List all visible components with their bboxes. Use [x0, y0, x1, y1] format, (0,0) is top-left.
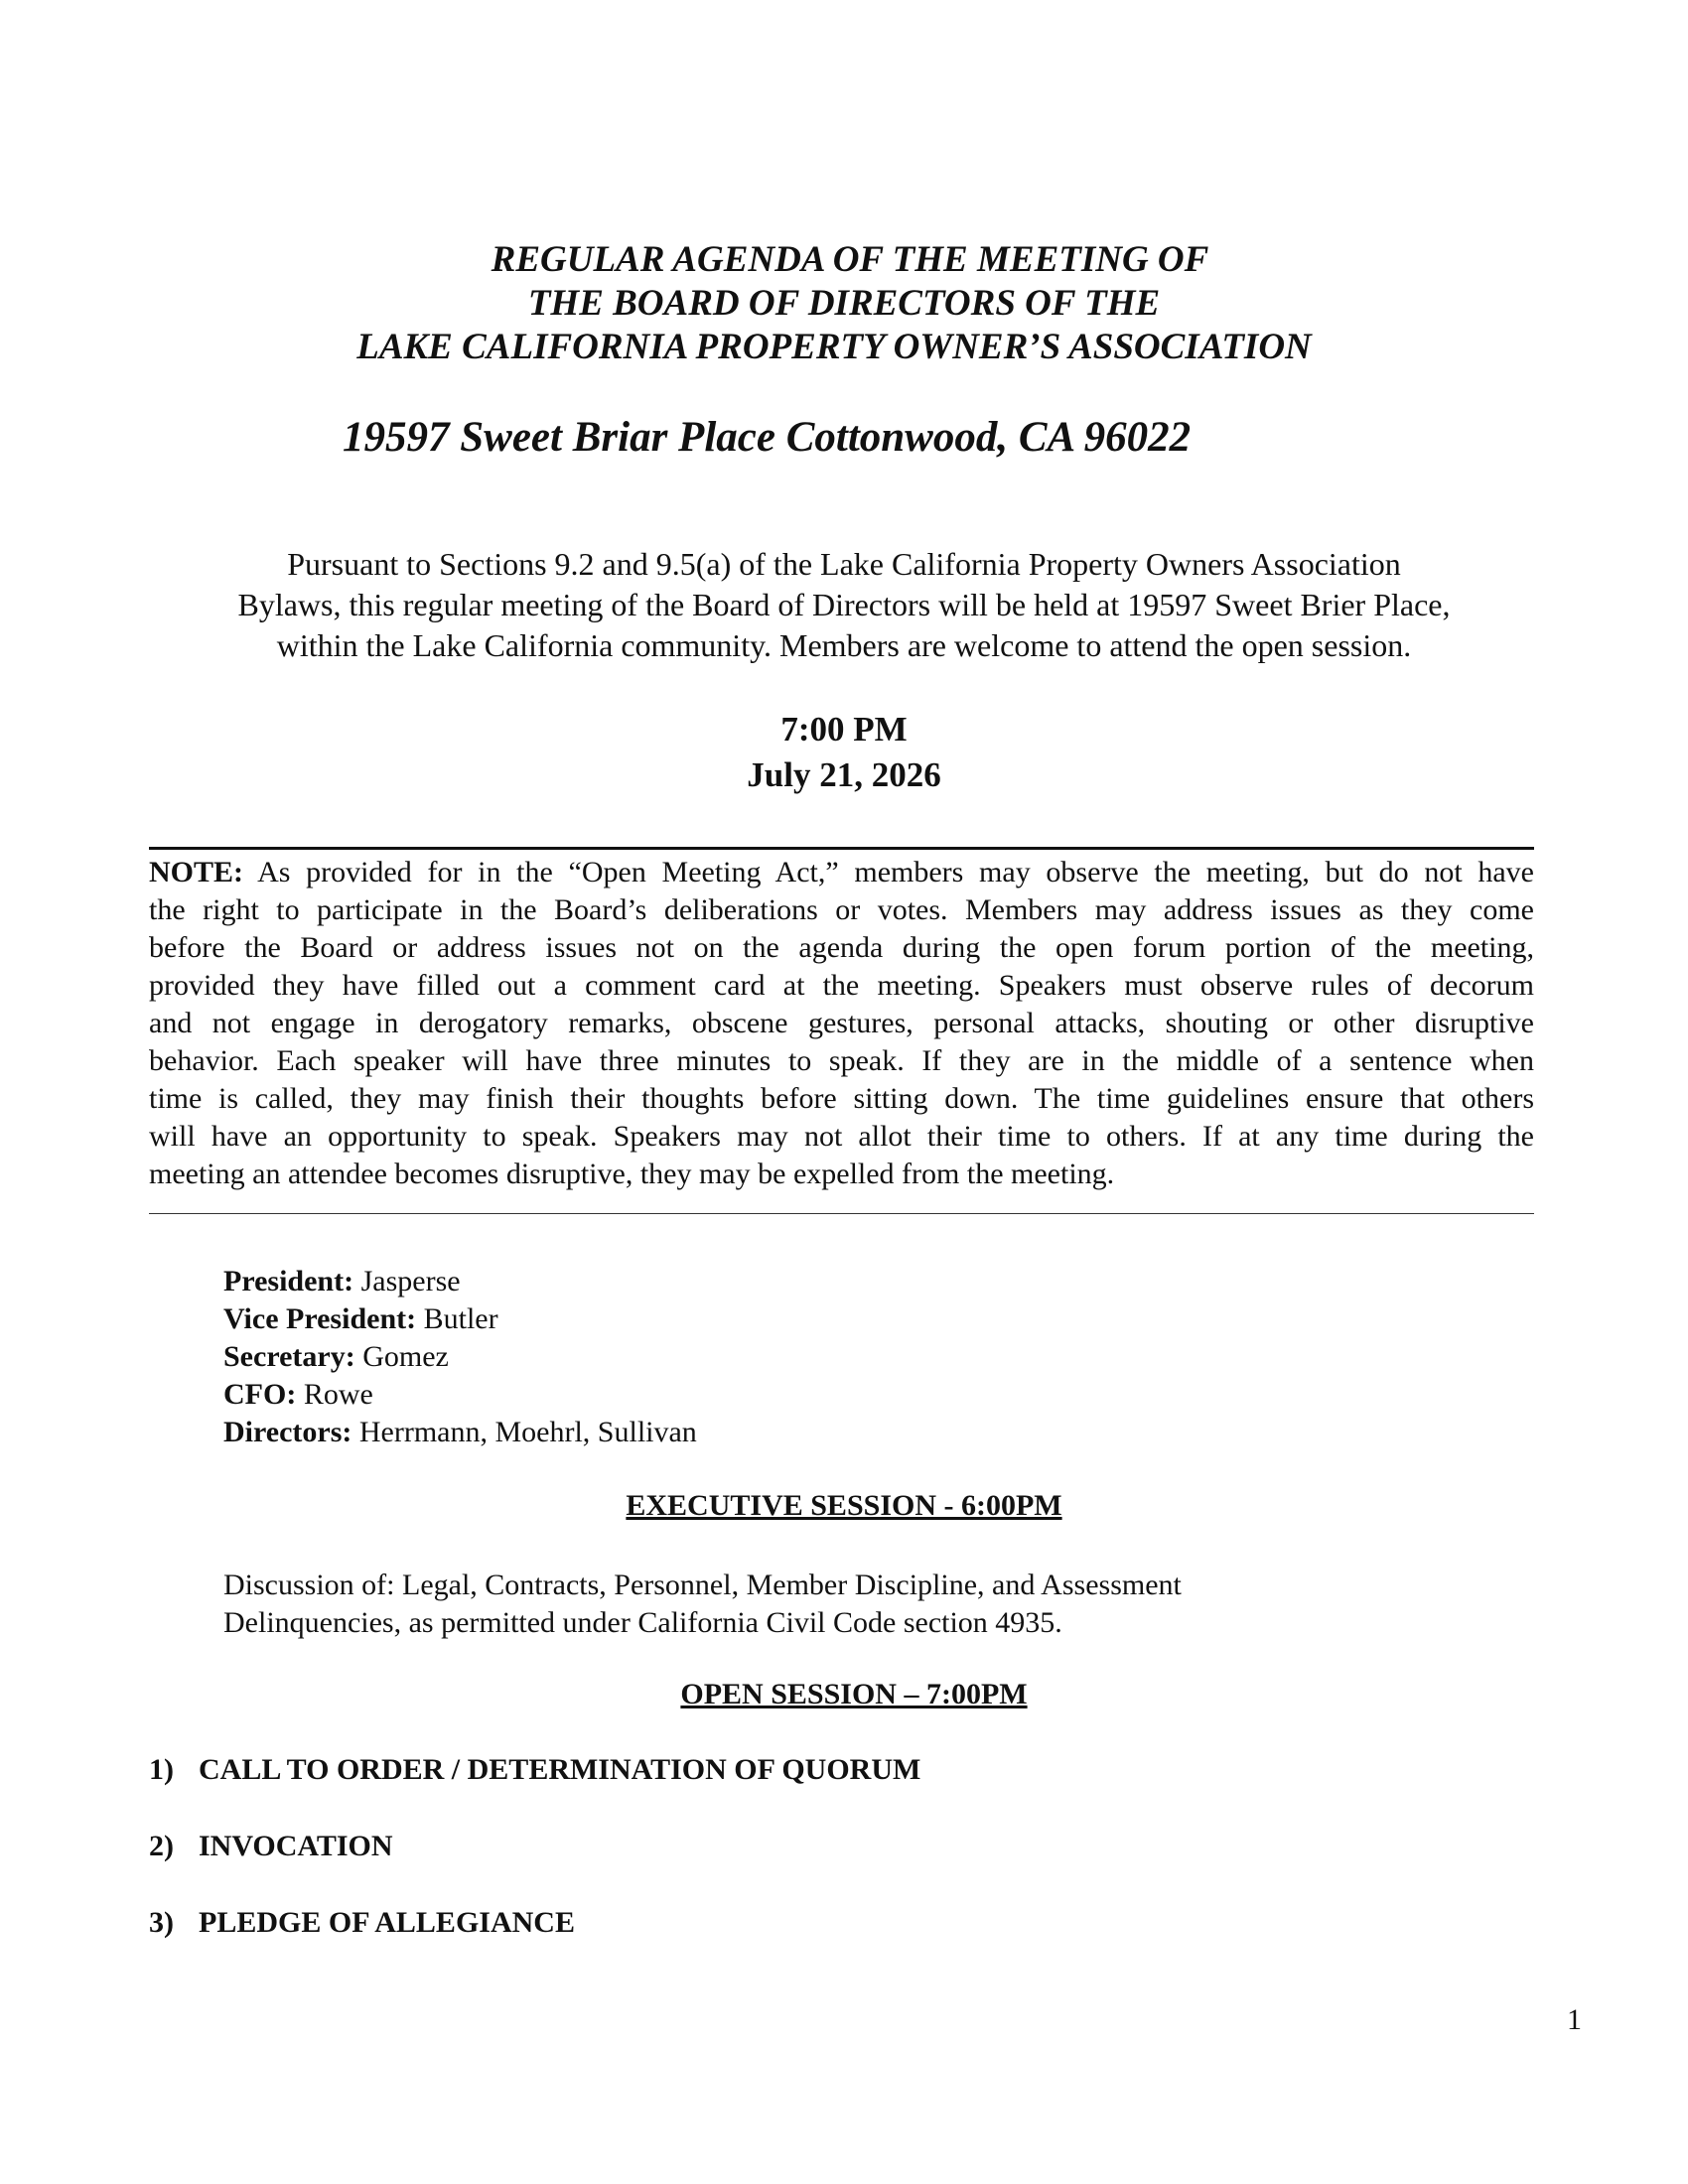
- executive-session-heading: [0, 1489, 1688, 1523]
- note-line-text: As provided for in the “Open Meeting Act,” members may observe the meeting, but do not have: [243, 856, 1534, 888]
- agenda-item: [149, 1753, 920, 1787]
- executive-session-text: [223, 1567, 1182, 1642]
- officer-name: Gomez: [354, 1340, 449, 1373]
- officer-role: President:: [223, 1265, 354, 1297]
- executive-session-line: Discussion of: Legal, Contracts, Personnel, Member Discipline, and Assessment: [223, 1569, 1182, 1601]
- officer-role: Secretary:: [223, 1340, 355, 1373]
- officers-list: [223, 1263, 697, 1451]
- agenda-item-label: PLEDGE OF ALLEGIANCE: [199, 1906, 575, 1939]
- executive-session-heading-text: EXECUTIVE SESSION - 6:00PM: [626, 1489, 1062, 1522]
- note-line: the right to participate in the Board’s deliberations or votes. Members may address issues as they come: [149, 893, 1534, 926]
- agenda-item-label: CALL TO ORDER / DETERMINATION OF QUORUM: [199, 1753, 921, 1786]
- officer-name: Butler: [416, 1302, 498, 1335]
- officer-row: [223, 1376, 697, 1414]
- officer-role: Vice President:: [223, 1302, 417, 1335]
- officer-row: [223, 1263, 697, 1300]
- title-line: THE BOARD OF DIRECTORS OF THE: [527, 283, 1161, 324]
- meeting-date: July 21, 2026: [747, 755, 941, 794]
- officer-role: CFO:: [223, 1378, 297, 1411]
- meeting-time-date: [0, 707, 1688, 798]
- intro-line: within the Lake California community. Members are welcome to attend the open session.: [276, 627, 1412, 663]
- note-label: NOTE:: [149, 856, 244, 888]
- page-number: 1: [1567, 2003, 1582, 2036]
- officer-role: Directors:: [223, 1416, 352, 1448]
- note-line: time is called, they may finish their thoughts before sitting down. The time guidelines ensure that others: [149, 1082, 1534, 1115]
- open-session-heading: [10, 1678, 1688, 1711]
- officer-name: Herrmann, Moehrl, Sullivan: [352, 1416, 697, 1448]
- officer-name: Jasperse: [353, 1265, 461, 1297]
- agenda-item: [149, 1830, 393, 1863]
- officer-row: [223, 1300, 697, 1338]
- officer-name: Rowe: [296, 1378, 373, 1411]
- agenda-item-number: 3): [149, 1906, 174, 1939]
- intro-line: Pursuant to Sections 9.2 and 9.5(a) of the Lake California Property Owners Association: [287, 546, 1401, 582]
- agenda-item: [149, 1906, 575, 1940]
- meeting-address: 19597 Sweet Briar Place Cottonwood, CA 96022: [343, 414, 1192, 461]
- open-session-heading-text: OPEN SESSION – 7:00PM: [680, 1678, 1028, 1710]
- note-line: behavior. Each speaker will have three minutes to speak. If they are in the middle of a sentence when: [149, 1044, 1534, 1077]
- note-line: will have an opportunity to speak. Speakers may not allot their time to others. If at any time during the: [149, 1120, 1534, 1153]
- note-line: meeting an attendee becomes disruptive, they may be expelled from the meeting.: [149, 1158, 1115, 1190]
- agenda-title: [0, 238, 1688, 369]
- note-line: provided they have filled out a comment card at the meeting. Speakers must observe rules of decorum: [149, 969, 1534, 1002]
- agenda-item-number: 2): [149, 1830, 174, 1862]
- title-line: REGULAR AGENDA OF THE MEETING OF: [491, 239, 1209, 280]
- executive-session-line: Delinquencies, as permitted under California Civil Code section 4935.: [223, 1606, 1062, 1639]
- title-line: LAKE CALIFORNIA PROPERTY OWNER’S ASSOCIATION: [356, 327, 1312, 367]
- officer-row: [223, 1338, 697, 1376]
- note-line: [149, 854, 1534, 891]
- intro-line: Bylaws, this regular meeting of the Board of Directors will be held at 19597 Sweet Brier Place,: [237, 587, 1451, 622]
- meeting-time: 7:00 PM: [780, 710, 908, 749]
- note-paragraph: [149, 854, 1534, 1193]
- officer-row: [223, 1414, 697, 1451]
- note-top-divider: [149, 847, 1534, 850]
- agenda-item-label: INVOCATION: [199, 1830, 393, 1862]
- note-line: and not engage in derogatory remarks, obscene gestures, personal attacks, shouting or other disruptive: [149, 1007, 1534, 1039]
- intro-paragraph: [149, 544, 1539, 666]
- agenda-item-number: 1): [149, 1753, 174, 1786]
- note-line: before the Board or address issues not on the agenda during the open forum portion of the meeting,: [149, 931, 1534, 964]
- note-bottom-divider: [149, 1213, 1534, 1214]
